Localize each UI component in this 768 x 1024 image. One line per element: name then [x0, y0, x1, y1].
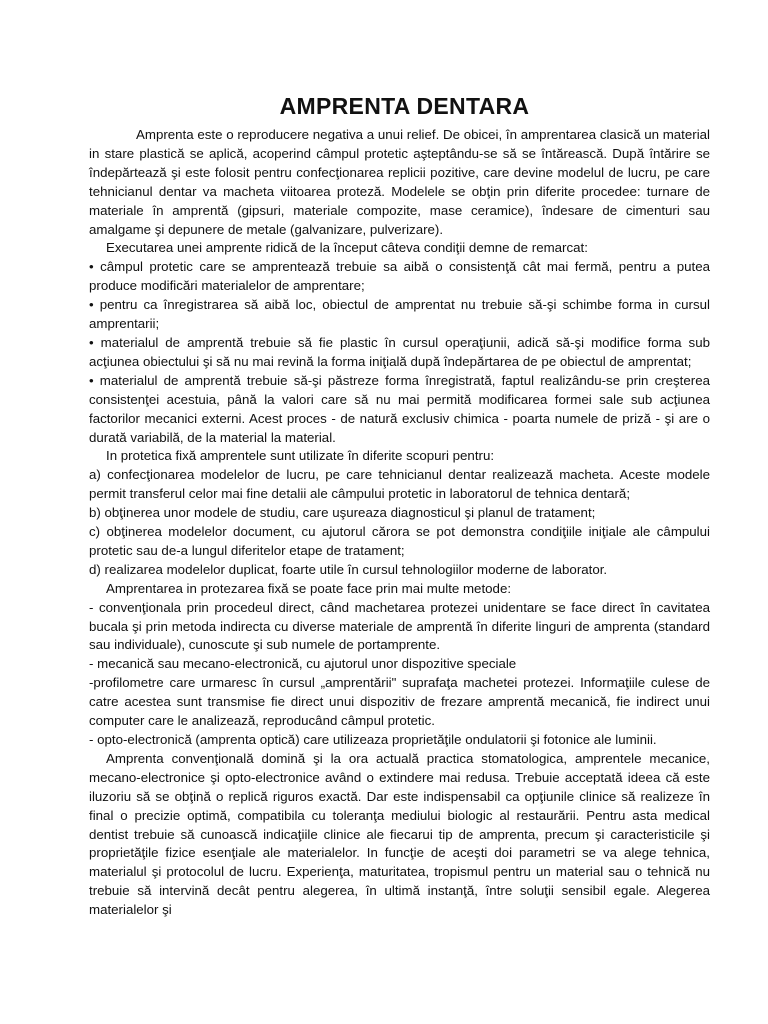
paragraph-6: • materialul de amprentă trebuie să-şi păstreze forma înregistrată, faptul realizându-se prin creşterea consistenţei acestuia, până la valori care să nu mai permită modificarea formei sale sub acţiunea factorilor mecanici externi. Acest proces - de natură exclusiv chimica - poarta numele de priză - şi are o durată variabilă, de la material la material.: [89, 372, 710, 445]
paragraph-4: • pentru ca înregistrarea să aibă loc, obiectul de amprentat nu trebuie să-şi schimbe forma in cursul amprentarii;: [89, 297, 710, 332]
paragraph-15: -profilometre care urmaresc în cursul „amprentării" suprafaţa machetei protezei. Informaţiile culese de catre acestea sunt transmise fie direct unui dispozitiv de frezare amprentă mecanică, fie indirect unui computer care le analizează, reproducând câmpul protetic.: [89, 675, 710, 729]
document-title: AMPRENTA DENTARA: [279, 93, 530, 119]
paragraph-2: Executarea unei amprente ridică de la început câteva condiţii demne de remarcat:: [106, 240, 588, 256]
paragraph-12: Amprentarea in protezarea fixă se poate face prin mai multe metode:: [106, 580, 512, 596]
paragraph-9: b) obţinerea unor modele de studiu, care uşureaza diagnosticul şi planul de tratament;: [89, 505, 596, 521]
document-body: [89, 126, 710, 920]
paragraph-13: - convenţionala prin procedeul direct, când machetarea protezei unidentare se face direct în cavitatea bucala şi prin metoda indirecta cu diverse materiale de amprentă în diferite linguri de amprenta (standard sau individuale), cunoscute şi sub numele de portamprente.: [89, 599, 710, 653]
paragraph-14: - mecanică sau mecano-electronică, cu ajutorul unor dispozitive speciale: [89, 656, 517, 672]
paragraph-1: Amprenta este o reproducere negativa a unui relief. De obicei, în amprentarea clasică un material in stare plastică se aplică, acoperind câmpul protetic aşteptându-se să se întărească. După întărire se îndepărtează şi este folosit pentru confecţionarea replicii pozitive, care devine modelul de lucru, pe care tehnicianul dentar va macheta viitoarea proteză. Modelele se obţin prin diferite procedee: turnare de materiale în amprentă (gipsuri, materiale compozite, mase ceramice), îndesare de cimenturi sau amalgame şi depunere de metale (galvanizare, pulverizare).: [89, 127, 710, 237]
paragraph-17: Amprenta convenţională domină şi la ora actuală practica stomatologica, amprentele mecanice, mecano-electronice şi opto-electronice având o extindere mai redusa. Trebuie acceptată ideea că este iluzoriu să se obţină o replică riguros exactă. Dar este indispensabil ca opţiunile clinice să realizeze în final o precizie optimă, compatibila cu toleranţa mediului biologic al restaurării. Pentru asta medical dentist trebuie să cunoască indicaţiile clinice ale fiecarui tip de amprenta, precum şi caracteristicile şi proprietăţile fizice esenţiale ale materialelor. In funcţie de aceşti doi parametri se va alege tehnica, materialul şi protocolul de lucru. Experienţa, maturitatea, tropismul pentru un material sau o tehnică nu trebuie să intervină decât pentru alegerea, în ultimă instanţă, între soluţii sensibil egale. Alegerea materialelor şi: [89, 750, 710, 918]
paragraph-8: a) confecţionarea modelelor de lucru, pe care tehnicianul dentar realizează macheta. Aceste modele permit transferul celor mai fine detalii ale câmpului protetic in laboratorul de tehnica dentară;: [89, 467, 710, 502]
paragraph-3: • câmpul protetic care se amprentează trebuie sa aibă o consistenţă cât mai fermă, pentru a putea produce modificări materialelor de amprentare;: [89, 259, 710, 294]
paragraph-16: - opto-electronică (amprenta optică) care utilizeaza proprietăţile ondulatorii şi fotonice ale luminii.: [89, 732, 657, 747]
paragraph-10: c) obţinerea modelelor document, cu ajutorul cărora se pot demonstra condiţiile iniţiale ale câmpului protetic sau de-a lungul diferitelor etape de tratament;: [89, 524, 710, 558]
paragraph-11: d) realizarea modelelor duplicat, foarte utile în cursul tehnologiilor moderne de laborator.: [89, 561, 608, 577]
paragraph-7: In protetica fixă amprentele sunt utilizate în diferite scopuri pentru:: [106, 448, 495, 464]
paragraph-5: • materialul de amprentă trebuie să fie plastic în cursul operaţiunii, adică să-şi modifice forma sub acţiunea obiectului şi să nu mai revină la forma iniţială după îndepărtarea de pe obiectul de amprentat;: [89, 334, 710, 369]
